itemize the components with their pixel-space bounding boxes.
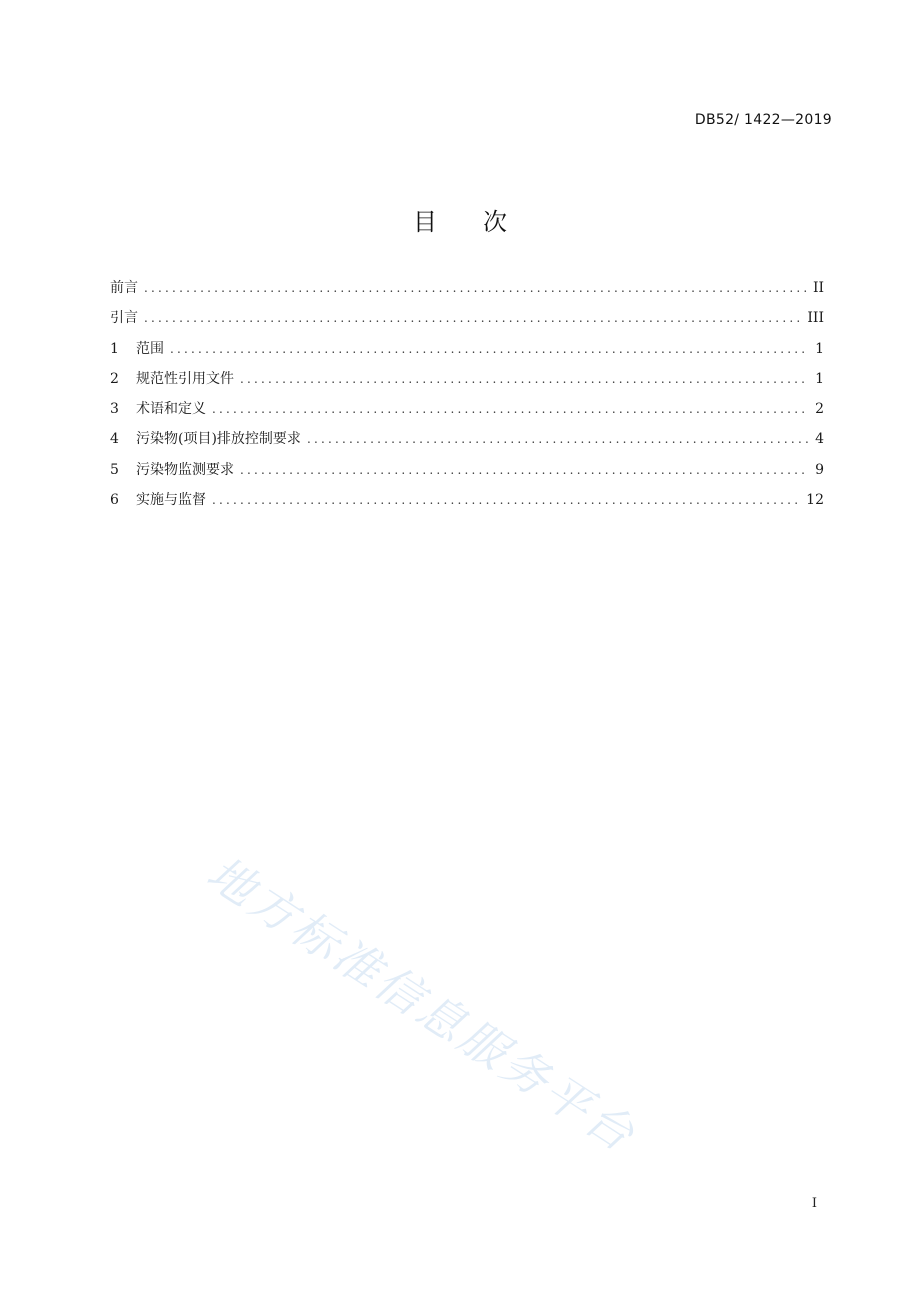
document-code: DB52/ 1422—2019	[694, 112, 832, 128]
toc-entry-introduction[interactable]	[110, 308, 824, 338]
toc-entry-label: 术语和定义	[136, 401, 206, 418]
toc-entry-number: 6	[110, 492, 119, 509]
toc-entry-page: 1	[815, 370, 824, 387]
toc-leader-dots	[240, 369, 809, 389]
toc-entry-number: 5	[110, 461, 119, 478]
toc-entry-terms-definitions[interactable]	[110, 399, 824, 429]
watermark: 地方标准信息服务平台	[197, 845, 647, 1164]
toc-entry-monitoring[interactable]	[110, 460, 824, 490]
toc-entry-number: 4	[110, 431, 119, 448]
toc-entry-number: 2	[110, 370, 119, 387]
toc-leader-dots	[240, 460, 809, 480]
toc-entry-page: II	[812, 280, 824, 296]
toc-entry-label: 污染物监测要求	[136, 461, 234, 478]
toc-entry-number: 1	[110, 340, 119, 357]
toc-leader-dots	[144, 278, 807, 298]
toc-entry-label: 规范性引用文件	[136, 370, 234, 387]
toc-entry-emission-control[interactable]	[110, 429, 824, 459]
toc-entry-label: 范围	[136, 340, 164, 357]
toc-entry-label: 引言	[110, 310, 138, 327]
toc-entry-page: 12	[806, 492, 824, 509]
toc-leader-dots	[212, 399, 809, 419]
toc-list	[110, 278, 824, 520]
toc-entry-number: 3	[110, 401, 119, 418]
toc-entry-label: 实施与监督	[136, 492, 206, 509]
toc-entry-page: III	[807, 310, 824, 327]
toc-entry-label: 污染物(项目)排放控制要求	[136, 431, 301, 448]
toc-entry-page: 9	[815, 461, 824, 478]
toc-title	[0, 202, 920, 237]
toc-entry-normative-references[interactable]	[110, 369, 824, 399]
toc-leader-dots	[212, 490, 800, 510]
toc-entry-scope[interactable]	[110, 339, 824, 369]
toc-title-part2: 次	[483, 208, 507, 236]
toc-entry-foreword[interactable]	[110, 278, 824, 308]
toc-entry-page: 1	[815, 340, 824, 357]
toc-entry-page: 4	[815, 431, 824, 448]
toc-title-part1: 目	[413, 208, 437, 236]
toc-leader-dots	[144, 308, 801, 328]
toc-entry-page: 2	[815, 401, 824, 418]
toc-leader-dots	[170, 339, 809, 359]
page-number: I	[811, 1196, 817, 1211]
toc-entry-label: 前言	[110, 280, 138, 296]
toc-entry-implementation[interactable]	[110, 490, 824, 520]
toc-leader-dots	[307, 429, 809, 449]
